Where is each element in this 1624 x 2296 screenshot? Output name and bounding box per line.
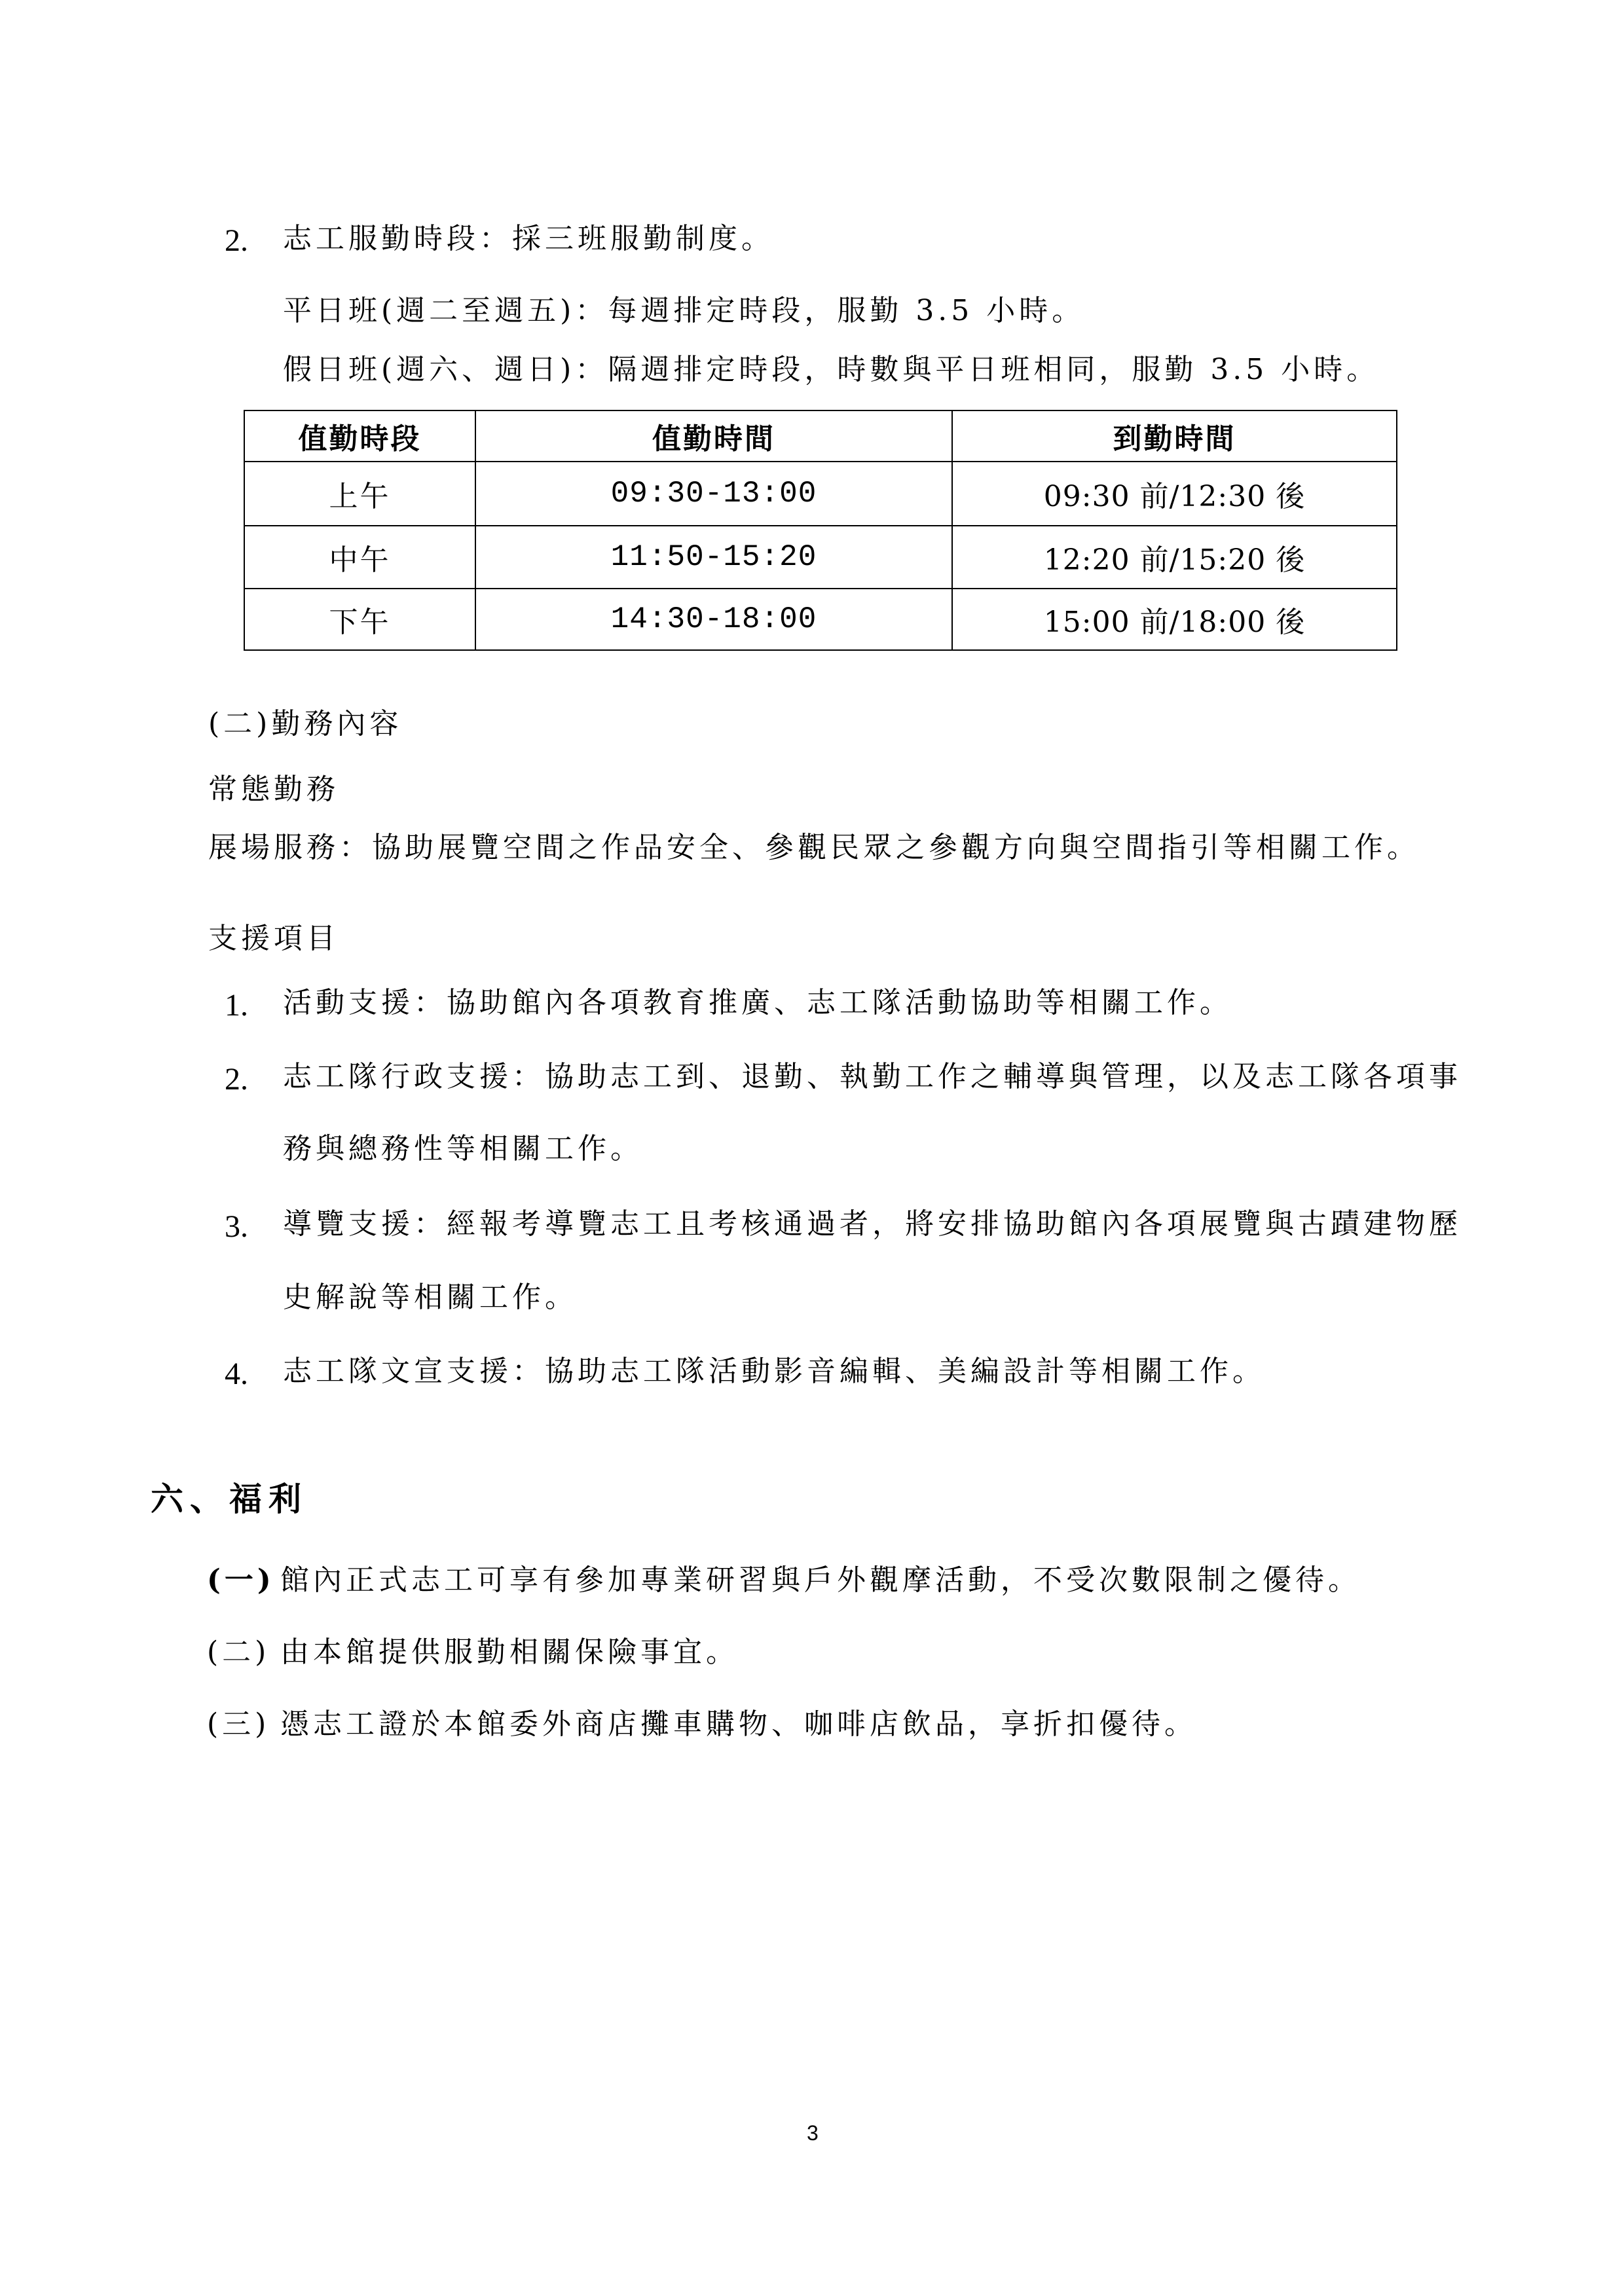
support-items-title: 支援項目 [208,922,339,955]
welfare-item-text: 憑志工證於本館委外商店攤車購物、咖啡店飲品，享折扣優待。 [280,1707,1197,1741]
welfare-item-label: (一) [207,1563,275,1597]
table-cell-duty-time: 11:50-15:20 [475,526,952,589]
table-row [244,526,1397,589]
table-cell-duty-time: 14:30-18:00 [475,589,952,650]
table-header-duty-time: 值勤時間 [475,410,952,462]
shift-item-text: 志工服勤時段：採三班服勤制度。 [283,222,774,255]
table-cell-period: 下午 [244,589,475,650]
support-item-number: 3. [225,1209,248,1244]
table-row [244,589,1397,650]
welfare-item-label: (二) [207,1635,270,1669]
table-header-row [244,410,1397,462]
support-item-text: 活動支援：協助館內各項教育推廣、志工隊活動協助等相關工作。 [283,986,1232,1019]
duty-schedule-table [244,410,1397,651]
table-row [244,462,1397,526]
weekday-shift-line: 平日班(週二至週五)：每週排定時段，服勤 3.5 小時。 [283,294,1085,327]
welfare-item-text: 由本館提供服勤相關保險事宜。 [280,1635,739,1669]
support-item-text: 志工隊行政支援：協助志工到、退勤、執勤工作之輔導與管理，以及志工隊各項事 [283,1060,1462,1093]
welfare-heading: 六、福利 [151,1480,308,1518]
welfare-item-label: (三) [207,1707,270,1741]
table-cell-arrival: 09:30 前/12:30 後 [952,462,1397,526]
page-number: 3 [807,2121,819,2145]
support-item-number: 1. [225,988,248,1023]
support-item-number: 2. [225,1062,248,1097]
table-cell-arrival: 15:00 前/18:00 後 [952,589,1397,650]
table-cell-period: 上午 [244,462,475,526]
support-item-text: 志工隊文宣支援：協助志工隊活動影音編輯、美編設計等相關工作。 [283,1355,1265,1388]
support-item-text-continued: 史解說等相關工作。 [283,1281,578,1314]
table-cell-arrival: 12:20 前/15:20 後 [952,526,1397,589]
table-cell-duty-time: 09:30-13:00 [475,462,952,526]
table-header-period: 值勤時段 [244,410,475,462]
support-item-number: 4. [225,1357,248,1391]
shift-item-number: 2. [225,223,248,258]
table-header-arrival-time: 到勤時間 [952,410,1397,462]
table-cell-period: 中午 [244,526,475,589]
regular-duty-title: 常態勤務 [208,773,339,806]
holiday-shift-line: 假日班(週六、週日)：隔週排定時段，時數與平日班相同，服勤 3.5 小時。 [283,353,1380,386]
support-item-text-continued: 務與總務性等相關工作。 [283,1132,643,1165]
welfare-item-text: 館內正式志工可享有參加專業研習與戶外觀摩活動，不受次數限制之優待。 [280,1563,1361,1597]
support-item-text: 導覽支援：經報考導覽志工且考核通過者，將安排協助館內各項展覽與古蹟建物歷 [283,1207,1462,1241]
duties-section-title: (二)勤務內容 [208,707,403,740]
regular-duty-text: 展場服務：協助展覽空間之作品安全、參觀民眾之參觀方向與空間指引等相關工作。 [208,831,1420,864]
